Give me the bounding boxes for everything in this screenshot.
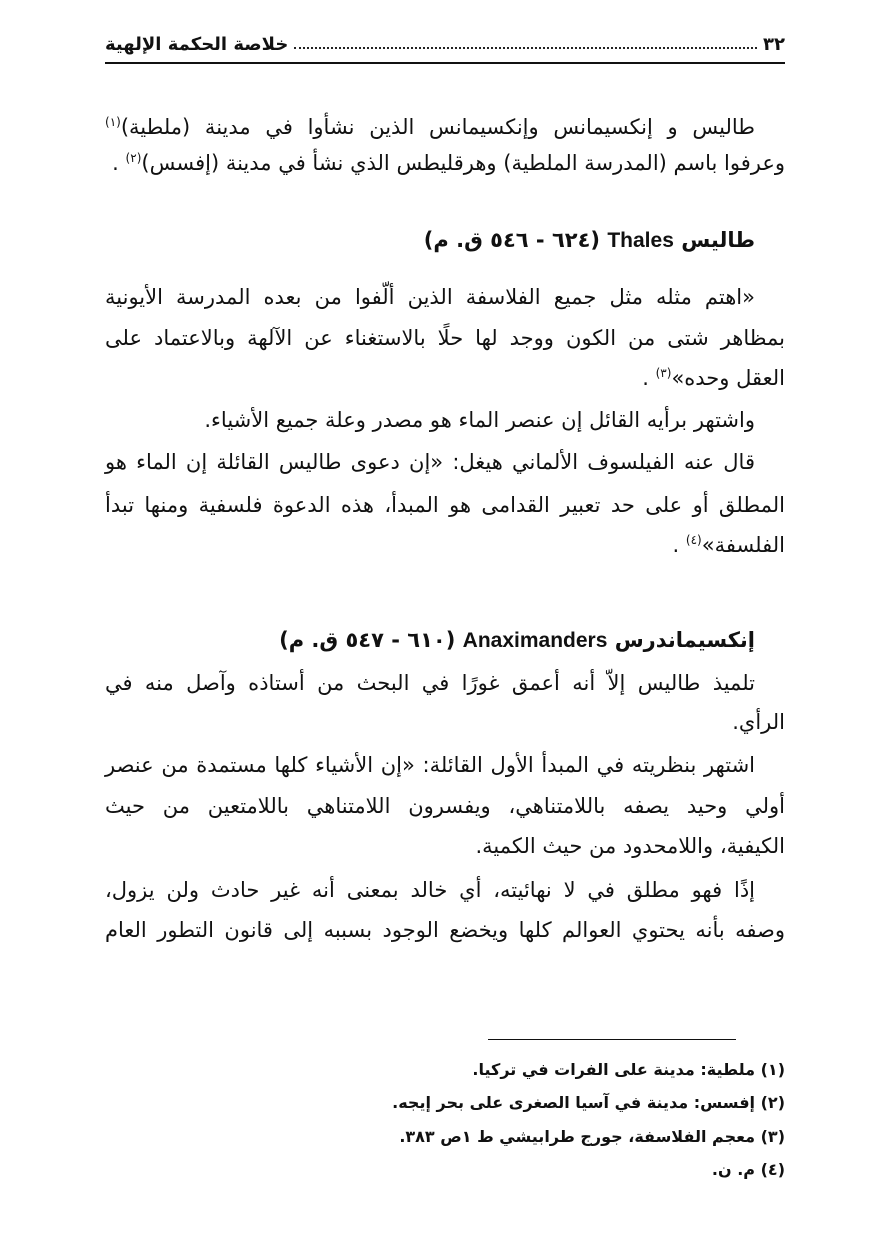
body-line: وصفه بأنه يحتوي العوالم كلها ويخضع الوجود بسببه إلى قانون التطور العام [105, 918, 785, 942]
footnote-ref[interactable]: (٣) [655, 366, 672, 380]
body-line: بمظاهر شتى من الكون ووجد لها حلًا بالاستغناء عن الآلهة وبالاعتماد على [105, 326, 785, 350]
footnote-ref[interactable]: (١) [105, 115, 121, 129]
body-line: الكيفية، واللامحدود من حيث الكمية. [475, 834, 785, 858]
body-line: إذًا فهو مطلق في لا نهائيته، أي خالد بمعنى أنه غير حادث ولن يزول، [105, 878, 755, 902]
footnote-1: (١) ملطية: مدينة على الفرات في تركيا. [472, 1060, 785, 1079]
body-line: «اهتم مثله مثل جميع الفلاسفة الذين ألّفوا من بعده المدرسة الأيونية [105, 285, 755, 309]
footnote-2: (٢) إفسس: مدينة في آسيا الصغرى على بحر إيجه. [392, 1093, 785, 1112]
heading-dates: (٦١٠ - ٥٤٧ ق. م) [279, 628, 456, 652]
body-line [105, 525, 785, 565]
section-heading-thales [105, 220, 785, 260]
footnote-ref[interactable]: (٤) [685, 533, 702, 547]
body-line [105, 107, 785, 147]
body-line: الرأي. [732, 710, 785, 734]
body-line: أولي وحيد يصفه باللامتناهي، ويفسرون اللامتناهي باللامتعين من حيث [105, 794, 785, 818]
running-title: خلاصة الحكمة الإلهية [105, 33, 289, 55]
heading-arabic: طاليس [681, 228, 755, 252]
body-line [105, 358, 785, 398]
footnote-separator [488, 1039, 736, 1040]
body-line [105, 143, 785, 183]
body-line: اشتهر بنظريته في المبدأ الأول القائلة: «إن الأشياء كلها مستمدة من عنصر [105, 753, 755, 777]
heading-latin: Anaximanders [462, 629, 608, 652]
body-line: واشتهر برأيه القائل إن عنصر الماء هو مصدر وعلة جميع الأشياء. [204, 408, 755, 432]
page-number: ٣٢ [763, 33, 785, 55]
header-rule [105, 62, 785, 64]
heading-latin: Thales [607, 229, 674, 252]
heading-dates: (٦٢٤ - ٥٤٦ ق. م) [423, 228, 601, 252]
footnote-4: (٤) م. ن. [711, 1160, 785, 1179]
body-line: المطلق أو على حد تعبير القدامى هو المبدأ، هذه الدعوة فلسفية ومنها تبدأ [105, 493, 785, 517]
body-line: قال عنه الفيلسوف الألماني هيغل: «إن دعوى طاليس القائلة إن الماء هو [105, 450, 755, 474]
line-text: الفلسفة» [701, 533, 785, 557]
period: . [642, 366, 649, 390]
footnote-ref[interactable]: (٢) [125, 151, 142, 165]
section-heading-anaximander [105, 620, 785, 660]
heading-arabic: إنكسيماندرس [614, 628, 755, 652]
line-text: وعرفوا باسم (المدرسة الملطية) وهرقليطس الذي نشأ في مدينة (إفسس) [141, 151, 785, 175]
period: . [672, 533, 680, 557]
footnote-3: (٣) معجم الفلاسفة، جورج طرابيشي ط ١ص ٣٨٣. [399, 1127, 785, 1146]
period: . [112, 151, 119, 175]
body-line: تلميذ طاليس إلاّ أنه أعمق غورًا في البحث من أستاذه وآصل منه في [105, 671, 755, 695]
line-text: العقل وحده» [671, 366, 785, 390]
running-header [105, 28, 785, 60]
line-text: طاليس و إنكسيمانس وإنكسيمانس الذين نشأوا في مدينة (ملطية) [120, 115, 755, 139]
leader-dots [294, 47, 757, 49]
